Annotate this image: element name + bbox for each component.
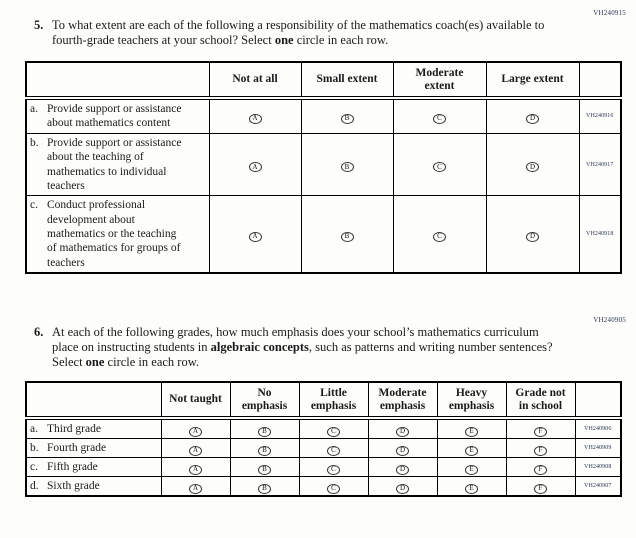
- response-circle[interactable]: A: [249, 232, 262, 242]
- response-circle[interactable]: E: [465, 446, 478, 456]
- option-cell: [506, 439, 575, 458]
- option-cell: [161, 477, 230, 497]
- option-cell: [209, 98, 301, 133]
- option-cell: [230, 458, 299, 477]
- response-circle[interactable]: C: [433, 114, 446, 124]
- response-circle[interactable]: F: [534, 427, 547, 437]
- response-circle[interactable]: A: [189, 446, 202, 456]
- response-circle[interactable]: D: [396, 465, 409, 475]
- option-cell: [437, 477, 506, 497]
- response-circle[interactable]: D: [526, 114, 539, 124]
- response-circle[interactable]: C: [327, 427, 340, 437]
- q5-header-row: [26, 62, 621, 98]
- q5-col-large-extent: Large extent: [486, 62, 579, 98]
- q6-col-heavy-emphasis: Heavy emphasis: [437, 382, 506, 418]
- option-cell: [486, 133, 579, 196]
- option-cell: [209, 196, 301, 273]
- item-label-cell: [26, 196, 209, 273]
- table-row: [26, 418, 621, 439]
- item-label-cell: [26, 418, 161, 439]
- option-cell: [299, 439, 368, 458]
- option-cell: [299, 418, 368, 439]
- q5-col-not-at-all: Not at all: [209, 62, 301, 98]
- item-code: VH240907: [575, 477, 621, 497]
- table-row: [26, 196, 621, 273]
- response-circle[interactable]: A: [249, 114, 262, 124]
- response-circle[interactable]: B: [258, 484, 271, 494]
- question-5-number: 5.: [34, 18, 44, 32]
- response-circle[interactable]: F: [534, 446, 547, 456]
- question-6-text-part: circle in each row.: [104, 355, 200, 370]
- item-code: VH240917: [579, 133, 621, 196]
- question-6-text-part: At each of the following grades, how much emphasis does your school’s mathematics curriculum place on instructing students in: [52, 325, 539, 355]
- question-5-text-part: To what extent are each of the following a responsibility of the mathematics coach(es) available to fourth-grade teachers at your school? Select: [52, 18, 545, 47]
- option-cell: [161, 458, 230, 477]
- option-cell: [301, 196, 393, 273]
- response-circle[interactable]: D: [396, 484, 409, 494]
- table-row: [26, 133, 621, 196]
- response-circle[interactable]: E: [465, 427, 478, 437]
- q5-col-small-extent: Small extent: [301, 62, 393, 98]
- option-cell: [486, 98, 579, 133]
- option-cell: [393, 133, 486, 196]
- option-cell: [368, 439, 437, 458]
- item-label-cell: [26, 458, 161, 477]
- option-cell: [368, 477, 437, 497]
- item-letter: c.: [30, 460, 38, 473]
- response-circle[interactable]: D: [396, 446, 409, 456]
- option-cell: [301, 98, 393, 133]
- item-label-cell: [26, 98, 209, 133]
- option-cell: [230, 418, 299, 439]
- q6-header-code-empty: [575, 382, 621, 418]
- question-6: [34, 325, 562, 370]
- table-row: [26, 477, 621, 497]
- item-letter: a.: [30, 103, 38, 115]
- option-cell: [161, 439, 230, 458]
- item-label-cell: [26, 439, 161, 458]
- question-5-code: VH240915: [593, 9, 626, 17]
- option-cell: [393, 98, 486, 133]
- option-cell: [506, 458, 575, 477]
- question-6-code: VH240905: [593, 316, 626, 325]
- item-label-cell: [26, 477, 161, 497]
- response-circle[interactable]: D: [526, 162, 539, 172]
- item-text: Provide support or assistance about the teaching of mathematics to individual teachers: [47, 136, 182, 192]
- question-6-text: [52, 325, 562, 370]
- option-cell: [301, 133, 393, 196]
- option-cell: [299, 458, 368, 477]
- option-cell: [437, 439, 506, 458]
- question-6-text-part: , such as patterns and writing number sentences? Select: [52, 340, 553, 370]
- q6-header-row: [26, 382, 621, 418]
- response-circle[interactable]: B: [341, 162, 354, 172]
- q6-header-empty: [26, 382, 161, 418]
- item-text: Third grade: [47, 422, 101, 435]
- item-text: Provide support or assistance about mathematics content: [47, 103, 182, 130]
- q6-col-no-emphasis: No emphasis: [230, 382, 299, 418]
- option-cell: [209, 133, 301, 196]
- option-cell: [486, 196, 579, 273]
- option-cell: [368, 418, 437, 439]
- option-cell: [506, 418, 575, 439]
- item-label-cell: [26, 133, 209, 196]
- option-cell: [161, 418, 230, 439]
- response-circle[interactable]: E: [465, 484, 478, 494]
- option-cell: [437, 458, 506, 477]
- table-row: [26, 458, 621, 477]
- q6-col-not-taught: Not taught: [161, 382, 230, 418]
- item-letter: b.: [30, 136, 39, 149]
- response-circle[interactable]: A: [189, 427, 202, 437]
- response-circle[interactable]: B: [341, 232, 354, 242]
- response-circle[interactable]: F: [534, 484, 547, 494]
- item-code: VH240906: [575, 418, 621, 439]
- item-code: VH240908: [575, 458, 621, 477]
- response-circle[interactable]: C: [433, 232, 446, 242]
- option-cell: [230, 439, 299, 458]
- response-circle[interactable]: C: [433, 162, 446, 172]
- response-circle[interactable]: D: [396, 427, 409, 437]
- question-5-text-part: circle in each row.: [293, 33, 389, 47]
- q6-col-moderate-emphasis: Moderate emphasis: [368, 382, 437, 418]
- response-circle[interactable]: B: [258, 465, 271, 475]
- response-circle[interactable]: A: [189, 484, 202, 494]
- response-circle[interactable]: F: [534, 465, 547, 475]
- response-circle[interactable]: B: [258, 446, 271, 456]
- question-6-number: 6.: [34, 325, 44, 340]
- question-5: [34, 18, 562, 48]
- option-cell: [368, 458, 437, 477]
- response-circle[interactable]: A: [189, 465, 202, 475]
- response-circle[interactable]: B: [258, 427, 271, 437]
- option-cell: [230, 477, 299, 497]
- item-text: Fourth grade: [47, 441, 107, 454]
- option-cell: [506, 477, 575, 497]
- response-circle[interactable]: C: [327, 465, 340, 475]
- question-6-bold-phrase: algebraic concepts: [210, 340, 309, 355]
- q5-response-table: [25, 61, 622, 274]
- item-letter: d.: [30, 479, 39, 492]
- item-letter: a.: [30, 422, 38, 435]
- item-letter: c.: [30, 199, 38, 212]
- response-circle[interactable]: D: [526, 232, 539, 242]
- question-5-text: [52, 18, 562, 48]
- item-letter: b.: [30, 441, 39, 454]
- q5-header-code-empty: [579, 62, 621, 98]
- item-text: Sixth grade: [47, 479, 100, 492]
- question-5-bold-word: one: [274, 33, 294, 47]
- response-circle[interactable]: A: [249, 162, 262, 172]
- question-6-bold-word: one: [85, 355, 105, 370]
- table-row: [26, 98, 621, 133]
- response-circle[interactable]: E: [465, 465, 478, 475]
- q5-header-empty: [26, 62, 209, 98]
- q5-col-moderate-extent: Moderate extent: [393, 62, 486, 98]
- item-text: Conduct professional development about mathematics or the teaching of mathematics for groups of teachers: [47, 199, 181, 269]
- response-circle[interactable]: C: [327, 484, 340, 494]
- response-circle[interactable]: B: [341, 114, 354, 124]
- q6-col-grade-not-in-school: Grade not in school: [506, 382, 575, 418]
- option-cell: [299, 477, 368, 497]
- item-code: VH240916: [579, 98, 621, 133]
- option-cell: [437, 418, 506, 439]
- item-code: VH240918: [579, 196, 621, 273]
- table-row: [26, 439, 621, 458]
- item-text: Fifth grade: [47, 460, 98, 473]
- option-cell: [393, 196, 486, 273]
- q6-col-little-emphasis: Little emphasis: [299, 382, 368, 418]
- item-code: VH240909: [575, 439, 621, 458]
- q6-response-table: [25, 381, 622, 497]
- response-circle[interactable]: C: [327, 446, 340, 456]
